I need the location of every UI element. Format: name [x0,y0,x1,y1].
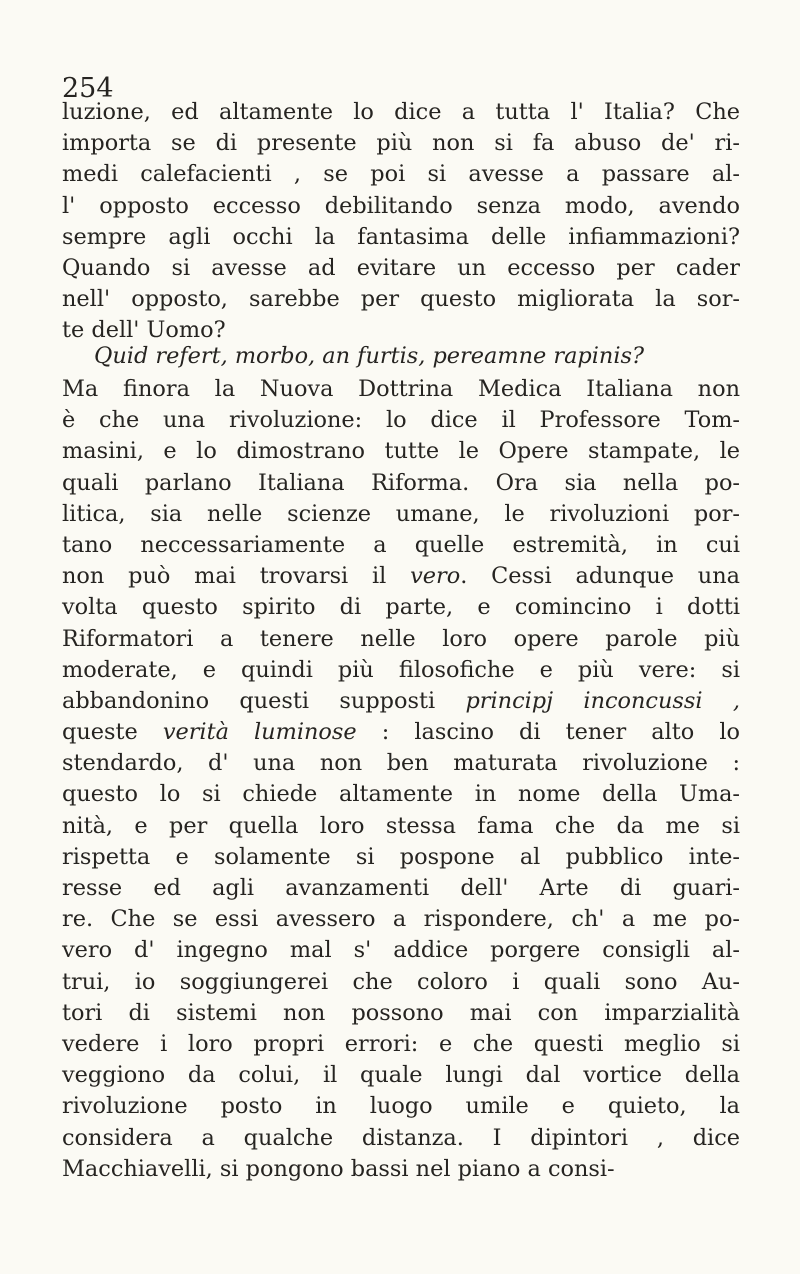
paragraph-2 [62,374,740,1185]
text-segment: tano neccessariamente a quelle estremità, in cui [62,531,740,558]
text-line [62,904,740,935]
text-line [62,624,740,655]
text-segment: rivoluzione posto in luogo umile e quieto, la [62,1093,740,1120]
text-line [62,374,740,405]
text-segment: veggiono da colui, il quale lungi dal vortice della [62,1062,740,1089]
text-line [62,561,740,592]
text-line [62,436,740,467]
text-line: importa se di presente più non si fa abuso de' ri- [62,130,740,157]
text-line [62,1029,740,1060]
text-line [62,530,740,561]
text-segment: moderate, e quindi più filosofiche e più vere: si [62,656,740,683]
text-line [62,1091,740,1122]
text-line [62,468,740,499]
text-segment: vedere i loro propri errori: e che questi meglio si [62,1030,740,1057]
text-line [62,748,740,779]
text-segment: : lascino di tener alto lo [356,719,740,746]
text-segment: . Cessi adunque una [460,563,740,590]
text-line [62,779,740,810]
text-line: l' opposto eccesso debilitando senza modo, avendo [62,192,740,219]
text-segment: re. Che se essi avessero a rispondere, ch' a me po- [62,906,740,933]
text-segment: tori di sistemi non possono mai con imparzialità [62,999,740,1026]
text-line [62,811,740,842]
text-line [62,935,740,966]
italic-text: principj inconcussi , [465,687,740,714]
text-line [62,717,740,748]
text-line [62,686,740,717]
text-line [62,1154,740,1185]
text-line [62,842,740,873]
text-segment: Ma finora la Nuova Dottrina Medica Italiana non [62,376,740,402]
text-line [62,592,740,623]
page-number: 254 [62,73,114,104]
text-line [62,1060,740,1091]
text-segment: nità, e per quella loro stessa fama che da me si [62,812,740,839]
text-line: medi calefacienti , se poi si avesse a passare al- [62,161,740,188]
text-segment: rispetta e solamente si pospone al pubblico inte- [62,843,740,870]
text-line [62,873,740,904]
text-segment: non può mai trovarsi il [62,563,411,590]
text-segment: questo lo si chiede altamente in nome della Uma- [62,781,740,808]
text-line [62,655,740,686]
text-segment: Riformatori a tenere nelle loro opere parole più [62,625,740,652]
text-line [62,1123,740,1154]
text-segment: litica, sia nelle scienze umane, le rivoluzioni por- [62,500,740,527]
latin-quote [62,341,740,372]
text-line [62,998,740,1029]
text-segment: quali parlano Italiana Riforma. Ora sia nella po- [62,469,740,496]
text-line: sempre agli occhi la fantasima delle infiammazioni? [62,223,740,250]
text-segment: considera a qualche distanza. I dipintori , dice [62,1124,740,1151]
text-line: Quando si avesse ad evitare un eccesso per cader [62,254,740,281]
text-segment: Macchiavelli, si pongono bassi nel piano a consi- [62,1155,615,1182]
text-segment: stendardo, d' una non ben maturata rivoluzione : [62,750,740,777]
text-segment: queste [62,719,163,746]
italic-text: vero [410,563,461,590]
text-segment: resse ed agli avanzamenti dell' Arte di guari- [62,875,740,901]
text-segment: abbandonino questi supposti [62,687,466,714]
paragraph-1 [62,97,740,347]
text-line: te dell' Uomo? [62,317,226,344]
text-line: nell' opposto, sarebbe per questo migliorata la sor- [62,286,740,313]
text-line: luzione, ed altamente lo dice a tutta l' Italia? Che [62,99,740,125]
text-line [62,405,740,436]
italic-text: verità luminose [162,719,357,746]
quote-line: Quid refert, morbo, an furtis, pereamne rapinis? [94,343,644,369]
text-segment: masini, e lo dimostrano tutte le Opere stampate, le [62,438,740,465]
text-segment: è che una rivoluzione: lo dice il Professore Tom- [62,407,740,434]
text-line [62,967,740,998]
text-line [62,499,740,530]
text-segment: trui, io soggiungerei che coloro i quali sono Au- [62,968,740,995]
text-segment: vero d' ingegno mal s' addice porgere consigli al- [62,937,740,964]
text-segment: volta questo spirito di parte, e comincino i dotti [62,594,740,621]
